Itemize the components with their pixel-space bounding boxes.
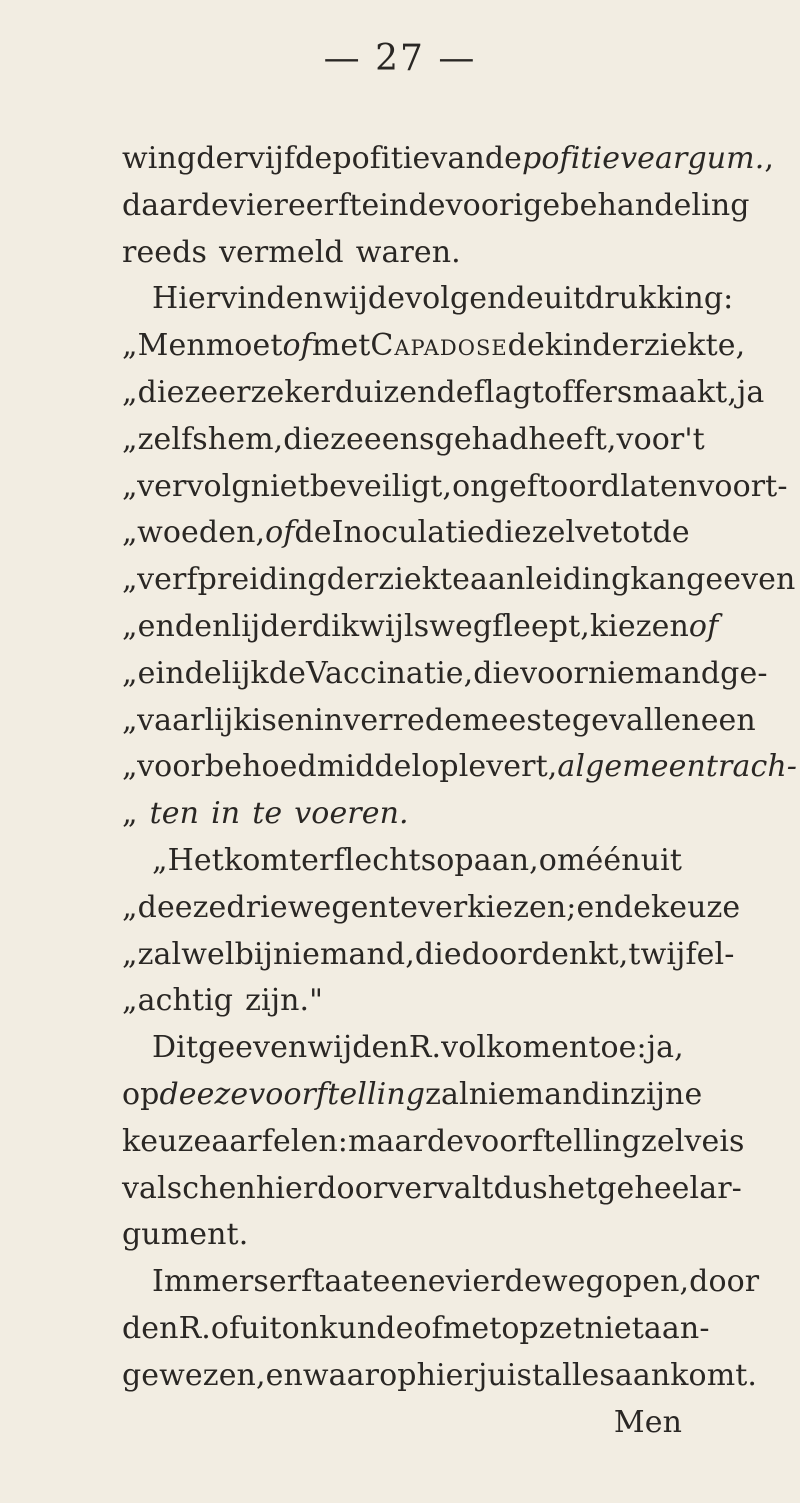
word: zijne <box>630 1076 703 1112</box>
word: eens <box>363 421 435 457</box>
text-line <box>122 276 734 323</box>
word: „en <box>122 608 175 644</box>
word: niemand, <box>272 936 415 972</box>
word: met <box>442 1310 502 1346</box>
word: twijfel- <box>628 936 735 972</box>
word: wij <box>323 281 368 317</box>
word: pofitieve <box>522 141 656 176</box>
word: de <box>191 187 229 223</box>
word: moet <box>205 328 283 364</box>
page-number: — 27 — <box>323 38 477 79</box>
word: zal <box>425 1076 469 1112</box>
word: voor <box>616 421 685 457</box>
word: de <box>426 1123 465 1159</box>
word: en <box>576 889 614 925</box>
text-line <box>122 370 765 417</box>
word: het <box>547 1170 598 1206</box>
word: „Het <box>152 842 224 878</box>
word: „zal <box>122 936 182 972</box>
word: den <box>174 608 232 644</box>
word: „zelfs <box>122 421 208 457</box>
word: den <box>122 1310 179 1346</box>
word: de <box>268 655 307 691</box>
word: toe: <box>588 1030 647 1066</box>
word: vijfde <box>247 141 333 176</box>
word: vier <box>228 187 288 223</box>
word: hem, <box>207 421 284 457</box>
word: verre <box>343 702 425 738</box>
word: 't <box>684 421 705 457</box>
word: Hier <box>152 281 221 317</box>
word: de <box>408 187 446 223</box>
text-line <box>122 1259 760 1306</box>
text-line <box>122 557 796 604</box>
word: meeste <box>462 702 572 738</box>
word: of <box>210 1310 241 1346</box>
word: gument. <box>122 1217 249 1253</box>
word: aan, <box>473 842 539 878</box>
word: deeze <box>159 1076 249 1112</box>
word: een <box>700 702 756 738</box>
text-line <box>122 1025 682 1072</box>
word: Men <box>613 1404 682 1440</box>
word: die <box>484 515 532 551</box>
text-line <box>122 651 768 698</box>
word: volgende <box>405 281 544 317</box>
text-line <box>122 136 775 183</box>
word: de <box>294 515 332 551</box>
text-line <box>122 1166 742 1213</box>
word: drie <box>226 889 288 925</box>
word: dikwijls <box>311 608 430 644</box>
text-line <box>122 885 741 932</box>
word: in <box>379 187 409 223</box>
word: die <box>283 421 331 457</box>
word: en <box>265 1357 303 1393</box>
text-line <box>122 1306 710 1353</box>
word: of <box>413 1310 443 1346</box>
word: gewezen, <box>122 1357 266 1393</box>
word: flagtoffers <box>473 374 633 410</box>
word: ziekte <box>378 562 471 598</box>
text-line <box>122 510 690 557</box>
word: „voorbehoedmiddel <box>122 749 422 785</box>
word: kan <box>630 562 687 598</box>
word: uit <box>640 842 682 878</box>
word: op <box>436 842 474 878</box>
word: argum. <box>655 141 765 176</box>
word: in <box>600 1076 631 1112</box>
word: zeker <box>250 374 335 410</box>
word: R. <box>178 1310 211 1346</box>
word: „vervolg <box>122 468 251 504</box>
word: gehad <box>434 421 529 457</box>
word: niet <box>584 1310 644 1346</box>
word: ja <box>736 374 765 410</box>
word: waren. <box>355 234 461 270</box>
word: maar <box>347 1123 427 1159</box>
text-line <box>122 932 735 979</box>
word: de <box>484 141 523 176</box>
text-line <box>122 1119 745 1166</box>
word: weg <box>541 1264 605 1300</box>
word: geeven <box>686 562 796 598</box>
word: zeer <box>184 374 251 410</box>
text-line <box>122 1353 758 1400</box>
word: of <box>282 328 312 364</box>
word: pofitie <box>332 141 431 176</box>
word: reeds <box>122 234 207 270</box>
word: opzet <box>501 1310 585 1346</box>
word: niet <box>250 468 310 504</box>
word: aanleiding <box>470 562 631 598</box>
word: die <box>414 936 462 972</box>
word: met <box>311 328 371 364</box>
word: en <box>276 702 315 738</box>
word: „verfpreiding <box>122 562 327 598</box>
text-line <box>122 744 798 791</box>
word: te <box>387 889 418 925</box>
word: de <box>652 515 690 551</box>
text-line <box>122 183 750 230</box>
word: vervalt <box>387 1170 494 1206</box>
word: er <box>301 842 334 878</box>
word: ze <box>330 421 364 457</box>
word: Dit <box>152 1030 199 1066</box>
word: alles <box>544 1357 615 1393</box>
word: vinden <box>220 281 324 317</box>
word: niemand <box>468 1076 601 1112</box>
word: en <box>218 1170 256 1206</box>
word: „woeden, <box>122 515 266 551</box>
word: waarop <box>302 1357 417 1393</box>
word: geeven <box>198 1030 308 1066</box>
word: de <box>367 281 406 317</box>
word: trach- <box>705 749 798 785</box>
word: ftaat <box>301 1264 373 1300</box>
word: bij <box>234 936 273 972</box>
word: onkunde <box>281 1310 414 1346</box>
word: eerfte <box>287 187 380 223</box>
word: flechts <box>333 842 437 878</box>
word: ar- <box>699 1170 742 1206</box>
word: dus <box>493 1170 548 1206</box>
word: in <box>211 796 241 832</box>
text-line <box>122 417 705 464</box>
word: valsch <box>122 1170 219 1206</box>
word: uitdrukking: <box>543 281 734 317</box>
word: voorige <box>445 187 561 223</box>
word: zelve <box>640 1123 720 1159</box>
word: Inoculatie <box>331 515 485 551</box>
text-line <box>122 464 788 511</box>
word: „ <box>122 796 138 832</box>
word: maakt, <box>632 374 737 410</box>
word: is <box>251 702 277 738</box>
word: ge- <box>720 655 768 691</box>
word: Immers <box>152 1264 269 1300</box>
word: gevallen <box>571 702 701 738</box>
text-line <box>122 323 746 370</box>
word: der <box>196 141 248 176</box>
word: er <box>268 1264 302 1300</box>
word: tot <box>610 515 653 551</box>
text-line <box>122 1212 682 1259</box>
word: of <box>688 608 719 644</box>
text-line <box>122 978 682 1025</box>
word: „achtig <box>122 983 234 1019</box>
word: voorftelling <box>248 1076 426 1112</box>
word: van <box>430 141 485 176</box>
word: der <box>326 562 379 598</box>
text-line <box>122 1072 703 1119</box>
word: eene <box>372 1264 446 1300</box>
text-line <box>122 838 682 885</box>
word: of <box>265 515 295 551</box>
word: één <box>585 842 641 878</box>
word: vermeld <box>218 234 344 270</box>
word: „die <box>122 374 185 410</box>
word: „Men <box>122 328 206 364</box>
word: vierde <box>445 1264 542 1300</box>
word: lijder <box>231 608 312 644</box>
word: voeren. <box>294 796 409 832</box>
word: geheel <box>597 1170 700 1206</box>
word: voort- <box>697 468 788 504</box>
word: „vaarlijk <box>122 702 252 738</box>
word: zelve <box>531 515 611 551</box>
word: open, <box>604 1264 690 1300</box>
word: op <box>122 1076 160 1112</box>
word: ten <box>149 796 200 832</box>
word: oplevert, <box>421 749 558 785</box>
word: volkomen <box>441 1030 589 1066</box>
word: hier <box>416 1357 478 1393</box>
word: , <box>764 141 775 176</box>
word: kinderziekte, <box>544 328 746 364</box>
word: niemand <box>587 655 721 691</box>
word: komt <box>223 842 302 878</box>
word: wij <box>307 1030 353 1066</box>
word: daar <box>122 187 192 223</box>
word: laten <box>620 468 698 504</box>
word: ongeftoord <box>452 468 621 504</box>
word: algemeen <box>557 749 706 785</box>
word: te <box>252 796 283 832</box>
word: kiezen <box>589 608 689 644</box>
word: hierdoor <box>255 1170 388 1206</box>
word: behandeling <box>560 187 750 223</box>
word: door <box>689 1264 760 1300</box>
word: wing <box>122 141 197 176</box>
word: doordenkt, <box>461 936 629 972</box>
text-line <box>122 791 682 838</box>
word: aankomt. <box>614 1357 758 1393</box>
word: voor <box>520 655 588 691</box>
body-text <box>122 136 798 1446</box>
word: om <box>538 842 586 878</box>
word: Vaccinatie, <box>306 655 474 691</box>
word: zijn." <box>245 983 324 1019</box>
text-line <box>122 604 719 651</box>
word: aan- <box>643 1310 710 1346</box>
word: ja, <box>646 1030 684 1066</box>
word: die <box>473 655 521 691</box>
text-line <box>122 230 682 277</box>
word: verkiezen; <box>417 889 577 925</box>
word: aarfelen: <box>211 1123 348 1159</box>
word: beveiligt, <box>309 468 453 504</box>
word: wegen <box>287 889 388 925</box>
text-line <box>122 698 756 745</box>
word: juist <box>477 1357 545 1393</box>
word: Capadose <box>370 328 508 364</box>
word: de <box>507 328 545 364</box>
word: heeft, <box>528 421 617 457</box>
word: de <box>424 702 463 738</box>
word: in <box>314 702 344 738</box>
word: „eindelijk <box>122 655 269 691</box>
word: uit <box>240 1310 282 1346</box>
word: voorftelling <box>464 1123 641 1159</box>
word: keuze <box>122 1123 212 1159</box>
word: duizende <box>334 374 474 410</box>
text-line <box>122 1400 682 1447</box>
word: „deeze <box>122 889 227 925</box>
word: wel <box>181 936 235 972</box>
word: wegfleept, <box>429 608 590 644</box>
word: de <box>613 889 651 925</box>
word: keuze <box>650 889 741 925</box>
word: R. <box>408 1030 442 1066</box>
word: is <box>719 1123 745 1159</box>
word: den <box>352 1030 409 1066</box>
